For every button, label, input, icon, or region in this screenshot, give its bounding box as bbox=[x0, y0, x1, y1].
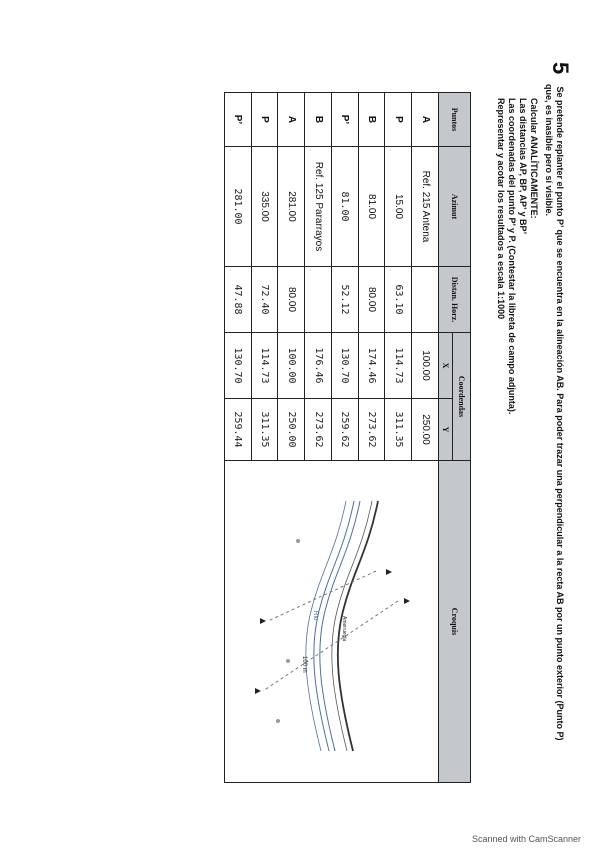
point-p-marker bbox=[255, 688, 261, 694]
croquis-cell bbox=[225, 461, 439, 783]
header-y: Y bbox=[439, 399, 453, 461]
cell-punto: B bbox=[358, 93, 385, 147]
road-edge bbox=[332, 501, 372, 751]
detail-point bbox=[286, 659, 290, 663]
task-item: Representar y acotar los resultados a escala 1:1000 bbox=[496, 98, 506, 320]
cell-distancia: 52.12 bbox=[332, 267, 359, 333]
point-b-marker bbox=[260, 618, 266, 624]
cell-azimut: 281.00 bbox=[225, 147, 252, 267]
cell-punto: P bbox=[251, 93, 278, 147]
cell-distancia bbox=[305, 267, 332, 333]
table-row bbox=[412, 93, 439, 783]
exercise-statement bbox=[495, 62, 573, 822]
statement-line-1: Se pretende replanter el punto P’ que se encuentra en la alineación AB. Para poder trazar una perpendicular a la recta AB por un punto exterior (Punto P) bbox=[555, 86, 565, 741]
cell-azimut: 81.00 bbox=[358, 147, 385, 267]
cell-x: 130.70 bbox=[225, 333, 252, 399]
header-coordenadas: Coordendas bbox=[453, 333, 471, 461]
cell-distancia: 63.10 bbox=[385, 267, 412, 333]
cell-x: 176.46 bbox=[305, 333, 332, 399]
cell-x: 114.73 bbox=[251, 333, 278, 399]
header-croquis: Croquis bbox=[439, 461, 471, 783]
task-item: Calcular ANALÍTICAMENTE: bbox=[529, 98, 539, 219]
header-puntos: Puntos bbox=[439, 93, 471, 147]
scanner-watermark: Scanned with CamScanner bbox=[472, 834, 582, 844]
task-item: Las distancias AP, BP, AP’ y BP’ bbox=[518, 98, 528, 235]
task-list bbox=[495, 98, 539, 822]
croquis-sketch bbox=[228, 461, 438, 783]
exercise-number: 5 bbox=[548, 62, 573, 75]
header-azimut: Azimut bbox=[439, 147, 471, 267]
cell-y: 273.62 bbox=[305, 399, 332, 461]
alignment-ab bbox=[268, 571, 376, 621]
statement-line-2: que, es inasible pero sí visible. bbox=[544, 84, 554, 217]
cell-distancia: 80.00 bbox=[278, 267, 305, 333]
cell-x: 174.46 bbox=[358, 333, 385, 399]
cell-y: 250.00 bbox=[278, 399, 305, 461]
cell-y: 259.44 bbox=[225, 399, 252, 461]
river-label: Río bbox=[312, 611, 318, 621]
cell-punto: B bbox=[305, 93, 332, 147]
cell-distancia: 80.00 bbox=[358, 267, 385, 333]
task-item: Las coordenadas del punto P’ y P. (Contestar la libreta de campo adjunta). bbox=[507, 98, 517, 415]
cell-azimut: 335.00 bbox=[251, 147, 278, 267]
cell-azimut: Ref. 215 Antena bbox=[412, 147, 439, 267]
cell-x: 114.73 bbox=[385, 333, 412, 399]
cell-punto: A bbox=[412, 93, 439, 147]
cell-distancia bbox=[412, 267, 439, 333]
field-book-table bbox=[224, 92, 471, 783]
cell-y: 311.35 bbox=[251, 399, 278, 461]
cell-punto: P’ bbox=[332, 93, 359, 147]
cell-azimut: 281.00 bbox=[278, 147, 305, 267]
cell-x: 100.00 bbox=[412, 333, 439, 399]
cell-y: 250.00 bbox=[412, 399, 439, 461]
detail-point bbox=[276, 719, 280, 723]
cell-x: 130.70 bbox=[332, 333, 359, 399]
header-x: X bbox=[439, 333, 453, 399]
cell-x: 100.00 bbox=[278, 333, 305, 399]
cell-distancia: 47.88 bbox=[225, 267, 252, 333]
point-a-marker bbox=[386, 569, 392, 575]
road-label: Ameiruegla bbox=[341, 616, 347, 642]
cell-y: 259.62 bbox=[332, 399, 359, 461]
detail-point bbox=[296, 539, 300, 543]
perpendicular-line bbox=[263, 601, 398, 691]
cell-y: 311.35 bbox=[385, 399, 412, 461]
cell-azimut: 81.00 bbox=[332, 147, 359, 267]
distance-label: 100 m bbox=[301, 656, 307, 673]
point-pprime-marker bbox=[404, 598, 410, 604]
cell-distancia: 72.40 bbox=[251, 267, 278, 333]
cell-punto: A bbox=[278, 93, 305, 147]
cell-azimut: 15.00 bbox=[385, 147, 412, 267]
header-distancia: Distan. Horz. bbox=[439, 267, 471, 333]
rotated-sheet bbox=[196, 62, 573, 822]
cell-punto: P’ bbox=[225, 93, 252, 147]
cell-y: 273.62 bbox=[358, 399, 385, 461]
cell-punto: P bbox=[385, 93, 412, 147]
cell-azimut: Ref. 125 Pararrayos bbox=[305, 147, 332, 267]
